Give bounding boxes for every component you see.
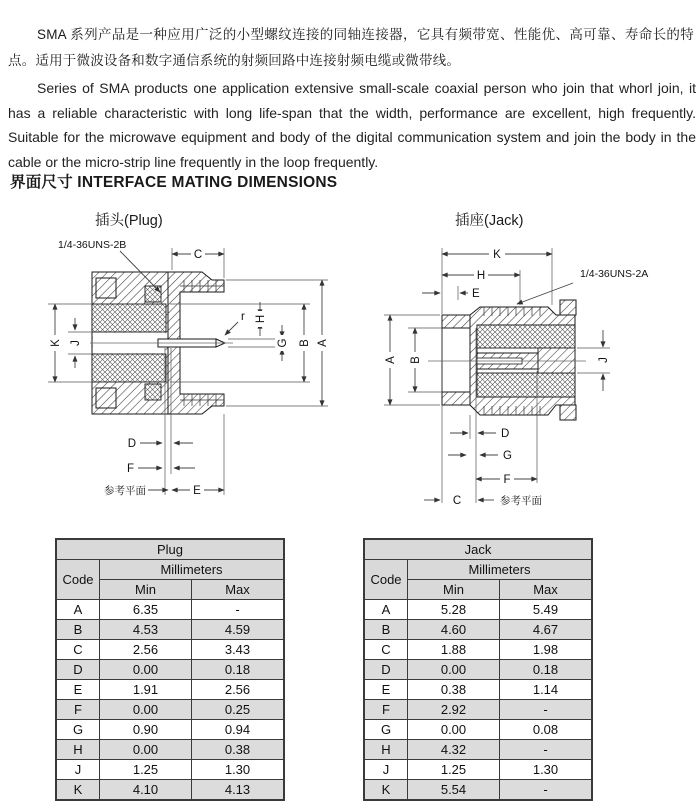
cell-max: 1.98 — [500, 640, 593, 660]
table-row — [56, 620, 284, 640]
dim-label-D: D — [127, 438, 136, 450]
svg-text:B: B — [410, 356, 422, 364]
cell-max: 0.94 — [192, 720, 285, 740]
dim-label-A — [383, 352, 397, 368]
code-column-header: Code — [364, 560, 408, 600]
unit-header: Millimeters — [100, 560, 285, 580]
table-row — [56, 640, 284, 660]
table-row — [364, 760, 592, 780]
cell-code: B — [56, 620, 100, 640]
table-row — [56, 680, 284, 700]
svg-text:B: B — [299, 339, 311, 347]
cell-max: 0.18 — [500, 660, 593, 680]
jack-cross-section-diagram — [370, 232, 690, 522]
cell-max: 2.56 — [192, 680, 285, 700]
table-row — [56, 760, 284, 780]
cell-code: J — [56, 760, 100, 780]
cell-min: 1.25 — [408, 760, 500, 780]
cell-code: H — [364, 740, 408, 760]
plug-thread-spec-label: 1/4-36UNS-2B — [58, 239, 127, 251]
cell-min: 0.00 — [100, 660, 192, 680]
cell-code: D — [56, 660, 100, 680]
dim-label-A — [315, 335, 329, 351]
min-column-header: Min — [100, 580, 192, 600]
unit-header: Millimeters — [408, 560, 593, 580]
cell-max: 3.43 — [192, 640, 285, 660]
cell-code: A — [56, 600, 100, 620]
table-row — [56, 780, 284, 801]
plug-cross-section-diagram — [20, 232, 350, 522]
dim-label-G: G — [503, 450, 512, 462]
cell-max: 1.30 — [500, 760, 593, 780]
cell-min: 2.56 — [100, 640, 192, 660]
dim-label-C — [191, 247, 205, 261]
dim-label-F — [500, 472, 514, 486]
cell-min: 1.91 — [100, 680, 192, 700]
svg-text:J: J — [598, 357, 610, 363]
table-row — [56, 600, 284, 620]
dim-label-D: D — [501, 428, 510, 440]
plug-table-title: Plug — [56, 539, 284, 560]
svg-text:C: C — [193, 249, 203, 261]
cell-min: 6.35 — [100, 600, 192, 620]
cell-min: 0.90 — [100, 720, 192, 740]
cell-max: 0.18 — [192, 660, 285, 680]
cell-max: 1.30 — [192, 760, 285, 780]
cell-code: C — [364, 640, 408, 660]
cell-code: K — [364, 780, 408, 801]
cell-max: - — [500, 740, 593, 760]
dim-label-C — [450, 493, 464, 507]
jack-reference-plane-label: 参考平面 — [500, 495, 542, 507]
min-column-header: Min — [408, 580, 500, 600]
intro-paragraph-chinese: SMA 系列产品是一种应用广泛的小型螺纹连接的同轴连接器，它具有频带宽、性能优、高可靠、寿命长的特点。适用于微波设备和数字通信系统的射频回路中连接射频电缆或微带线。 — [8, 26, 694, 68]
cell-code: A — [364, 600, 408, 620]
svg-text:J: J — [70, 340, 82, 346]
cell-max: - — [500, 780, 593, 801]
cell-min: 4.60 — [408, 620, 500, 640]
max-column-header: Max — [500, 580, 593, 600]
table-row — [364, 680, 592, 700]
cell-min: 5.54 — [408, 780, 500, 801]
cell-code: F — [56, 700, 100, 720]
jack-thread-spec-label: 1/4-36UNS-2A — [580, 268, 649, 280]
dim-label-B — [297, 335, 311, 351]
cell-code: E — [56, 680, 100, 700]
cell-max: - — [500, 700, 593, 720]
dim-label-H — [253, 311, 267, 327]
cell-max: 1.14 — [500, 680, 593, 700]
svg-text:H: H — [255, 314, 267, 324]
code-column-header: Code — [56, 560, 100, 600]
table-row — [364, 600, 592, 620]
svg-text:K: K — [50, 339, 62, 347]
section-title: 界面尺寸 INTERFACE MATING DIMENSIONS — [10, 174, 338, 191]
svg-text:E: E — [193, 485, 201, 497]
table-row — [364, 660, 592, 680]
cell-max: 4.59 — [192, 620, 285, 640]
cell-max: 0.38 — [192, 740, 285, 760]
table-row — [56, 740, 284, 760]
cell-min: 5.28 — [408, 600, 500, 620]
table-row — [364, 700, 592, 720]
table-row — [56, 700, 284, 720]
cell-code: C — [56, 640, 100, 660]
svg-text:H: H — [476, 270, 486, 282]
cell-min: 0.00 — [408, 720, 500, 740]
jack-diagram-title: 插座(Jack) — [455, 213, 524, 229]
cell-min: 0.00 — [100, 700, 192, 720]
cell-code: J — [364, 760, 408, 780]
intro-paragraph-english: Series of SMA products one application extensive small-scale coaxial person who join that whorl join, it has a reliable characteristic with long life-span that the width, performance are excellent, high frequently. Suitable for the microwave equipment and body of the digital communication system and join the body in the cable or the micro-strip line frequently in the loop frequently. — [8, 80, 696, 170]
table-row — [364, 720, 592, 740]
cell-min: 0.00 — [100, 740, 192, 760]
cell-min: 1.88 — [408, 640, 500, 660]
dim-label-F: F — [126, 463, 134, 475]
cell-code: E — [364, 680, 408, 700]
cell-min: 2.92 — [408, 700, 500, 720]
dim-label-E: E — [472, 288, 480, 300]
cell-min: 0.00 — [408, 660, 500, 680]
plug-dimensions-table — [55, 538, 285, 801]
svg-text:G: G — [277, 338, 289, 348]
svg-text:A: A — [317, 339, 329, 347]
table-row — [364, 640, 592, 660]
dim-label-E — [190, 483, 204, 497]
dim-label-J — [68, 335, 82, 351]
dim-label-K — [489, 247, 505, 261]
cell-min: 4.53 — [100, 620, 192, 640]
cell-min: 1.25 — [100, 760, 192, 780]
dim-label-J — [596, 352, 610, 368]
plug-diagram-title: 插头(Plug) — [95, 213, 163, 229]
svg-text:C: C — [452, 495, 462, 507]
table-row — [56, 720, 284, 740]
table-row — [364, 620, 592, 640]
cell-max: 4.67 — [500, 620, 593, 640]
cell-max: 0.08 — [500, 720, 593, 740]
dim-label-H — [474, 268, 488, 282]
svg-text:A: A — [385, 356, 397, 364]
cell-code: G — [364, 720, 408, 740]
cell-code: F — [364, 700, 408, 720]
svg-text:K: K — [493, 249, 501, 261]
cell-min: 4.10 — [100, 780, 192, 801]
table-row — [364, 780, 592, 801]
dim-label-B — [408, 352, 422, 368]
cell-code: H — [56, 740, 100, 760]
cell-max: 0.25 — [192, 700, 285, 720]
jack-dimensions-table — [363, 538, 593, 801]
dim-label-G — [275, 335, 289, 351]
cell-max: - — [192, 600, 285, 620]
cell-min: 4.32 — [408, 740, 500, 760]
dim-label-r: r — [241, 311, 245, 323]
cell-code: K — [56, 780, 100, 801]
svg-text:F: F — [503, 474, 511, 486]
cell-max: 5.49 — [500, 600, 593, 620]
cell-code: B — [364, 620, 408, 640]
dim-label-K — [48, 335, 62, 351]
jack-table-title: Jack — [364, 539, 592, 560]
table-row — [364, 740, 592, 760]
cell-min: 0.38 — [408, 680, 500, 700]
plug-reference-plane-label: 参考平面 — [104, 485, 146, 497]
max-column-header: Max — [192, 580, 285, 600]
jack-body-shapes — [442, 300, 576, 420]
table-row — [56, 660, 284, 680]
cell-code: G — [56, 720, 100, 740]
cell-max: 4.13 — [192, 780, 285, 801]
cell-code: D — [364, 660, 408, 680]
